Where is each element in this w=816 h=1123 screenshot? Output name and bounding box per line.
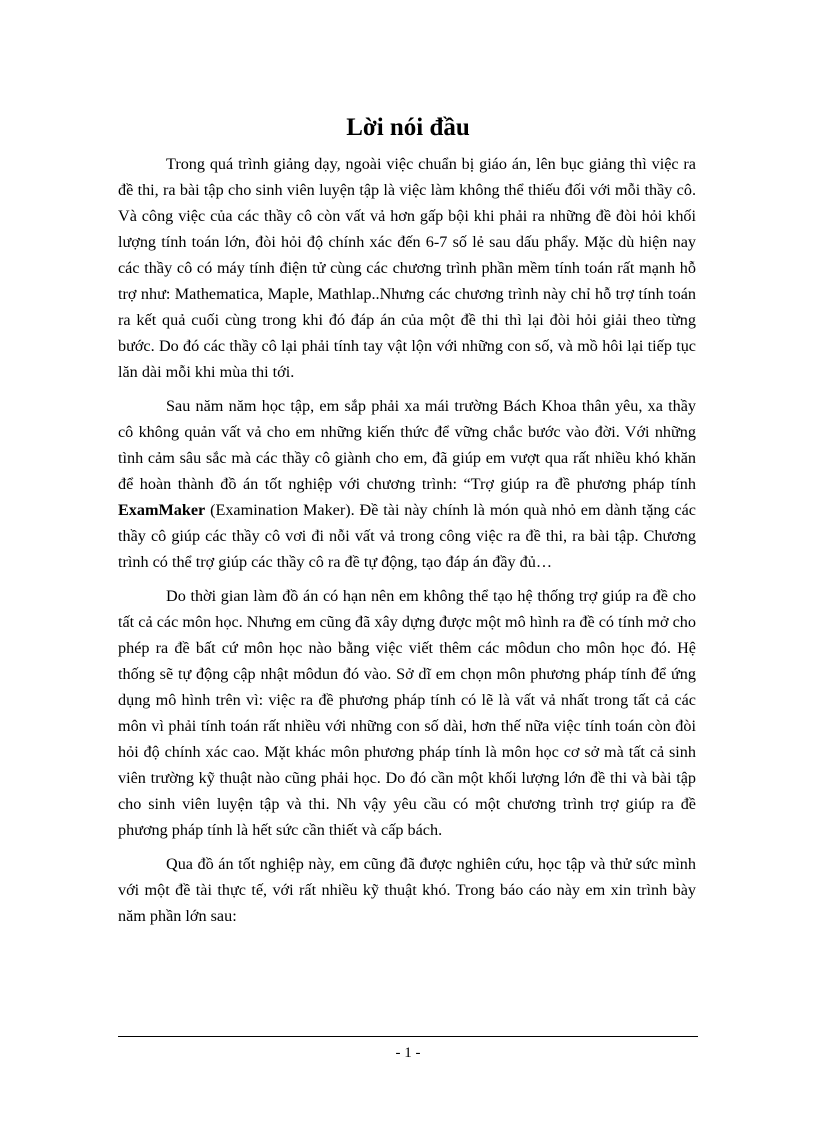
- paragraph-1: Trong quá trình giảng dạy, ngoài việc chuẩn bị giáo án, lên bục giảng thì việc ra đề thi, ra bài tập cho sinh viên luyện tập là việc làm không thể thiếu đối với mỗi thầy cô. Và công việc của các thầy cô còn vất vả hơn gấp bội khi phải ra những đề đòi hỏi khối lượng tính toán lớn, đòi hỏi độ chính xác đến 6-7 số lẻ sau dấu phẩy. Mặc dù hiện nay các thầy cô có máy tính điện tử cùng các chương trình phần mềm tính toán rất mạnh hỗ trợ như: Mathematica, Maple, Mathlap..Nhưng các chương trình này chỉ hỗ trợ tính toán ra kết quả cuối cùng trong khi đó đáp án của một đề thi thì lại đòi hỏi giải theo từng bước. Do đó các thầy cô lại phải tính tay vật lộn với những con số, và mồ hôi lại tiếp tục lăn dài mỗi khi mùa thi tới.: [118, 155, 696, 381]
- footer-divider: [118, 1036, 698, 1037]
- document-body: [118, 151, 696, 937]
- paragraph-2-text-before: Sau năm năm học tập, em sắp phải xa mái trường Bách Khoa thân yêu, xa thầy cô không quản vất vả cho em những kiến thức để vững chắc bước vào đời. Với những tình cảm sâu sắc mà các thầy cô giành cho em, đã giúp em vượt qua rất nhiều khó khăn để hoàn thành đồ án tốt nghiệp với chương trình: “Trợ giúp ra đề phương pháp tính: [118, 397, 696, 493]
- page-title: Lời nói đầu: [346, 114, 470, 141]
- paragraph-2: [118, 393, 696, 575]
- examaker-emphasis: ExamMaker: [118, 501, 206, 519]
- paragraph-3: Do thời gian làm đồ án có hạn nên em không thể tạo hệ thống trợ giúp ra đề cho tất cả các môn học. Nhưng em cũng đã xây dựng được một mô hình ra đề có tính mở cho phép ra đề bất cứ môn học nào bằng việc viết thêm các môdun cho môn học đó. Hệ thống sẽ tự động cập nhật môdun đó vào. Sở dĩ em chọn môn phương pháp tính để ứng dụng mô hình trên vì: việc ra đề phương pháp tính có lẽ là vất vả nhất trong tất cả các môn vì phải tính toán rất nhiều với những con số dài, hơn thế nữa việc tính toán còn đòi hỏi độ chính xác cao. Mặt khác môn phương pháp tính là môn học cơ sở mà tất cả sinh viên trường kỹ thuật nào cũng phải học. Do đó cần một khối lượng lớn đề thi và bài tập cho sinh viên luyện tập và thi. Nh vậy yêu cầu có một chương trình trợ giúp ra đề phương pháp tính là hết sức cần thiết và cấp bách.: [118, 587, 696, 839]
- paragraph-4: Qua đồ án tốt nghiệp này, em cũng đã được nghiên cứu, học tập và thử sức mình với một đề tài thực tế, với rất nhiều kỹ thuật khó. Trong báo cáo này em xin trình bày năm phần lớn sau:: [118, 855, 696, 925]
- paragraph-2-text-after: (Examination Maker). Đề tài này chính là món quà nhỏ em dành tặng các thầy cô giúp các thầy cô vơi đi nỗi vất vả trong công việc ra đề thi, ra bài tập. Chương trình có thể trợ giúp các thầy cô ra đề tự động, tạo đáp án đầy đủ…: [118, 501, 696, 571]
- page-number: - 1 -: [395, 1045, 421, 1061]
